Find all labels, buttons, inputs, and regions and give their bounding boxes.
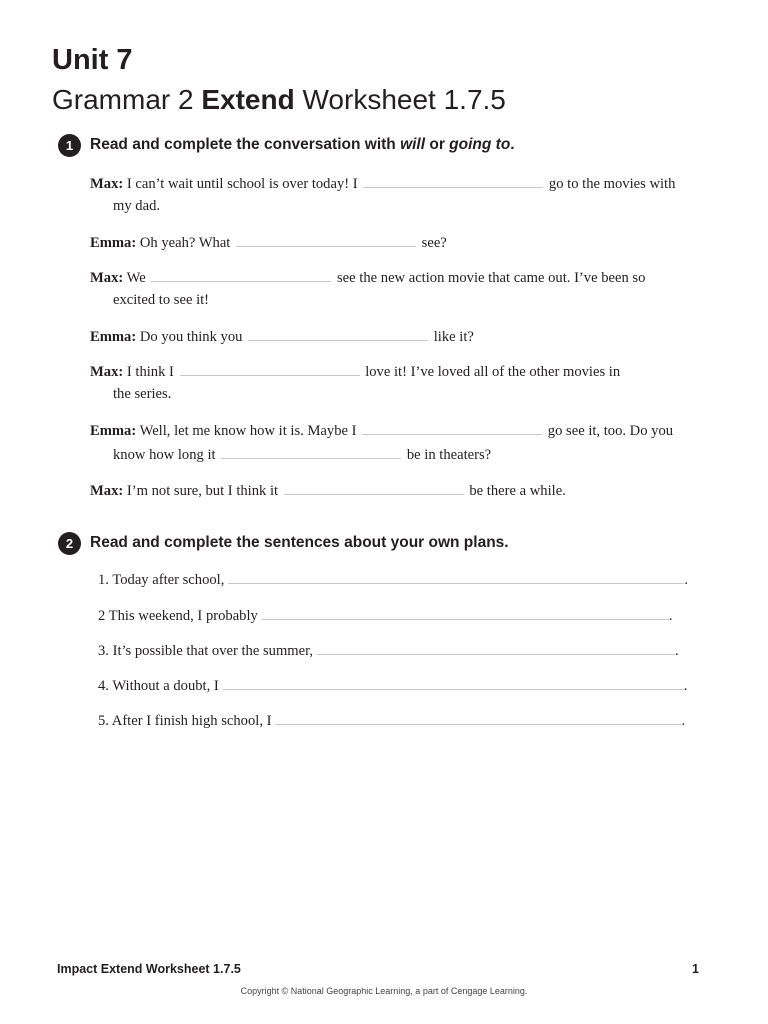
dialogue-line: Emma: Well, let me know how it is. Maybe I go see it, too. Do you: [90, 419, 673, 441]
answer-blank[interactable]: [151, 266, 331, 282]
dialogue-line: Max: I’m not sure, but I think it be there a while.: [90, 479, 566, 501]
page-number: 1: [692, 962, 699, 976]
sentence-blank[interactable]: [317, 640, 675, 655]
speaker-label: Max:: [90, 176, 124, 192]
section-1-instruction: Read and complete the conversation with will or going to.: [90, 136, 515, 153]
dialogue-continuation: the series.: [113, 386, 172, 402]
dialogue-line: Max: We see the new action movie that came out. I’ve been so: [90, 266, 645, 288]
sentence-blank[interactable]: [275, 710, 681, 725]
answer-blank[interactable]: [180, 360, 360, 376]
copyright-notice: Copyright © National Geographic Learning, a part of Cengage Learning.: [240, 986, 528, 996]
footer-worksheet-name: Impact Extend Worksheet 1.7.5: [57, 962, 241, 976]
section-2-heading: [58, 531, 509, 555]
section-2-instruction: Read and complete the sentences about your own plans.: [90, 534, 509, 551]
unit-heading: Unit 7: [52, 44, 133, 76]
title-suffix: Worksheet 1.7.5: [294, 84, 506, 115]
dialogue-line: Max: I can’t wait until school is over today! I go to the movies with: [90, 172, 675, 194]
sentence-item: 5. After I finish high school, I .: [98, 710, 685, 731]
section-number-badge: 1: [58, 134, 81, 157]
answer-blank[interactable]: [363, 172, 543, 188]
speaker-label: Emma:: [90, 423, 137, 439]
sentence-blank[interactable]: [262, 605, 669, 620]
sentence-item: 2 This weekend, I probably .: [98, 605, 672, 626]
dialogue-line: Max: I think I love it! I’ve loved all of the other movies in: [90, 360, 620, 382]
sentence-item: 4. Without a doubt, I .: [98, 675, 687, 696]
answer-blank[interactable]: [362, 419, 542, 435]
worksheet-title: [52, 82, 506, 118]
speaker-label: Max:: [90, 270, 124, 286]
title-prefix: Grammar 2: [52, 84, 202, 115]
answer-blank[interactable]: [284, 479, 464, 495]
dialogue-continuation: know how long it be in theaters?: [113, 443, 491, 465]
section-1-heading: [58, 133, 515, 157]
sentence-item: 1. Today after school, .: [98, 569, 688, 590]
sentence-blank[interactable]: [223, 675, 684, 690]
answer-blank[interactable]: [236, 231, 416, 247]
speaker-label: Emma:: [90, 235, 137, 251]
speaker-label: Max:: [90, 364, 124, 380]
answer-blank[interactable]: [221, 443, 401, 459]
title-bold-word: Extend: [201, 84, 295, 115]
section-number-badge: 2: [58, 532, 81, 555]
sentence-item: 3. It’s possible that over the summer, .: [98, 640, 679, 661]
dialogue-continuation: excited to see it!: [113, 292, 210, 308]
speaker-label: Emma:: [90, 329, 137, 345]
dialogue-line: Emma: Do you think you like it?: [90, 325, 474, 347]
sentence-blank[interactable]: [228, 569, 684, 584]
speaker-label: Max:: [90, 483, 124, 499]
answer-blank[interactable]: [248, 325, 428, 341]
dialogue-line: Emma: Oh yeah? What see?: [90, 231, 447, 253]
dialogue-continuation: my dad.: [113, 198, 161, 214]
